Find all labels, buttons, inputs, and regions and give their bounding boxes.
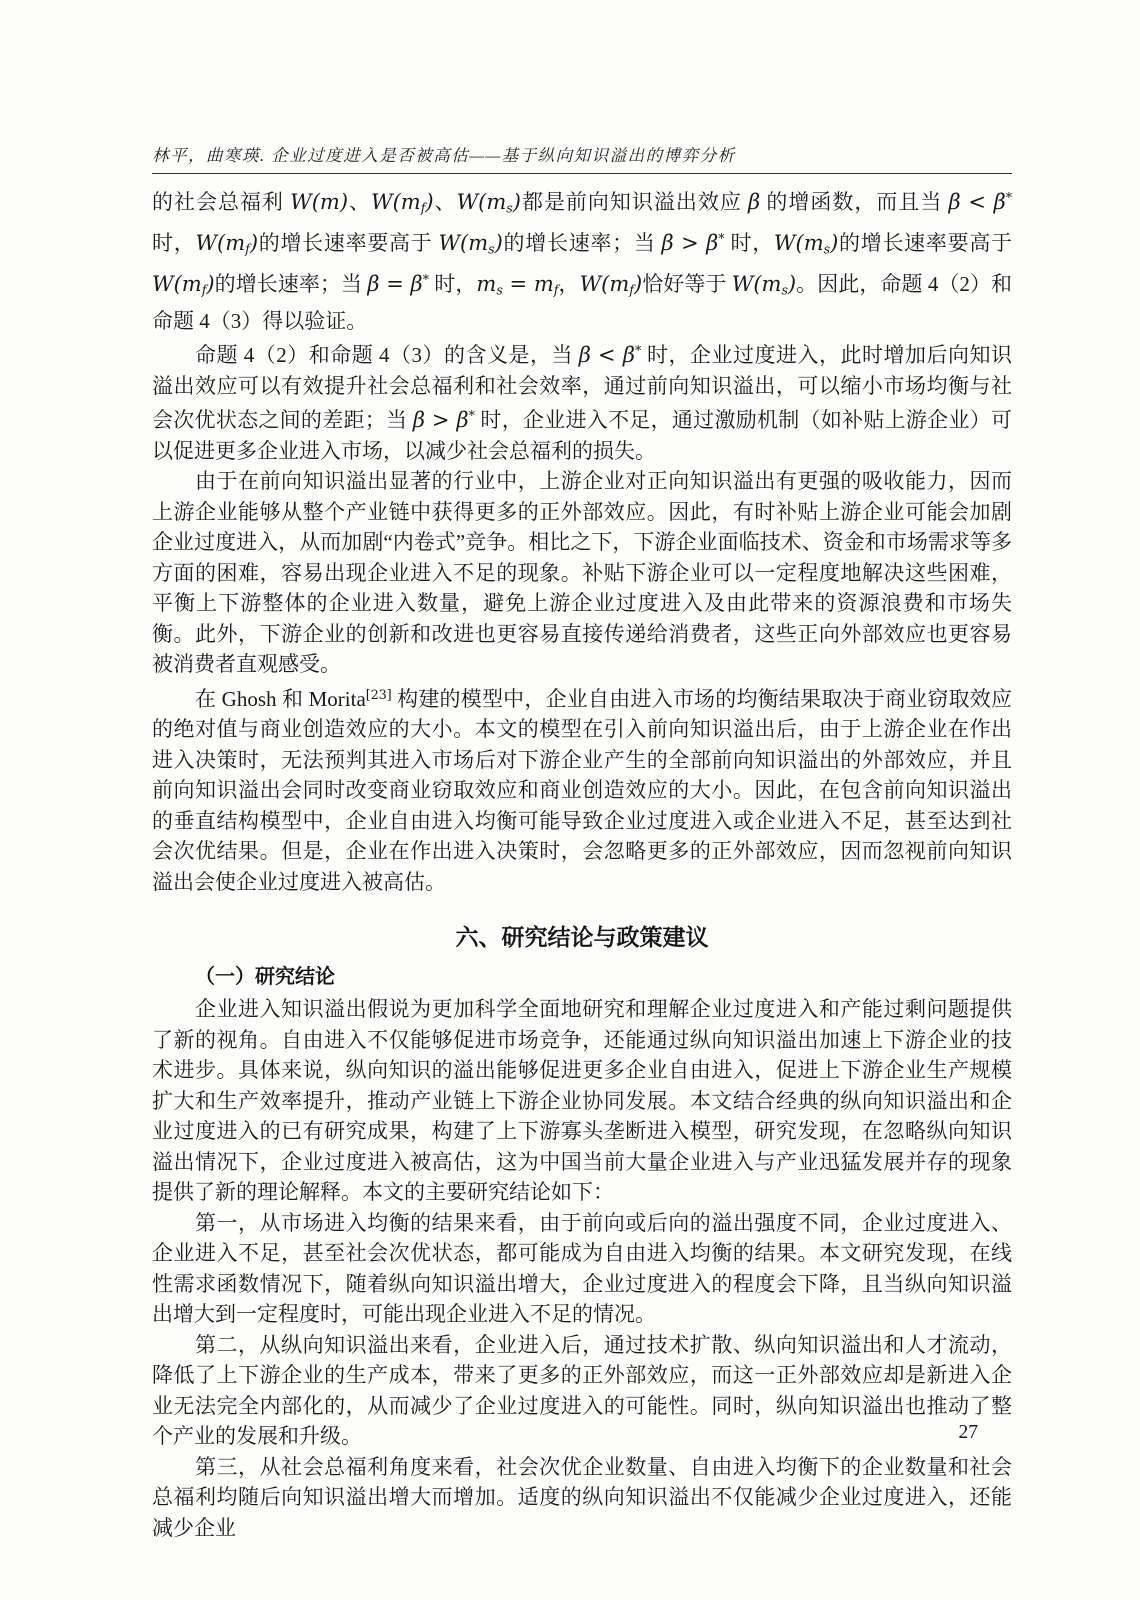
text-run: 时，企业过度进入，此时增加后向知识溢出效应可以有效提升社会总福利和社会效率，通过前向知识溢出，可以缩小市场均衡与社会次优状态之间的差距；当 xyxy=(152,343,1013,433)
math-run: W(m) xyxy=(290,189,349,214)
math-run: W(m xyxy=(773,230,824,255)
math-run: ) xyxy=(512,189,521,214)
math-run: ) xyxy=(494,230,503,255)
math-subscript: s xyxy=(823,241,831,257)
running-head: 林平，曲寒瑛. 企业过度进入是否被高估——基于纵向知识溢出的博弈分析 xyxy=(152,146,736,165)
text-run: （一）研究结论 xyxy=(195,966,335,989)
text-run: 的增长速率；当 xyxy=(502,230,662,255)
text-run: 。因此，命题 4（2）和命题 4（3）得以验证。 xyxy=(152,271,1013,333)
text-run: 命题 4（2）和命题 4（3）的含义是，当 xyxy=(195,343,579,368)
math-subscript: f xyxy=(629,282,634,298)
paragraph xyxy=(152,1208,1012,1330)
text-run: 第一，从市场进入均衡的结果来看，由于前向或后向的溢出强度不同，企业过度进入、企业进入不足，甚至社会次优状态，都可能成为自由进入均衡的结果。本文研究发现，在线性需求函数情况下，随着纵向知识溢出增大，企业过度进入的程度会下降，且当纵向知识溢出增大到一定程度时，可能出现企业进入不足的情况。 xyxy=(152,1210,1012,1327)
math-run: W(m xyxy=(152,271,202,296)
article-body xyxy=(152,183,1012,1543)
math-subscript: f xyxy=(553,282,559,298)
math-run: W(m xyxy=(371,189,421,214)
math-run: β > β xyxy=(412,408,469,433)
math-run: = m xyxy=(502,271,554,296)
text-run: 、 xyxy=(433,189,457,214)
text-run: 时，企业进入不足，通过激励机制（如补贴上游企业）可以促进更多企业进入市场，以减少社会总福利的损失。 xyxy=(152,408,1013,463)
math-run: ) xyxy=(206,271,215,296)
text-run: 时， xyxy=(428,271,477,296)
superscript: * xyxy=(468,408,475,424)
text-run: 企业进入知识溢出假说为更加科学全面地研究和理解企业过度进入和产能过剩问题提供了新的视角。自由进入不仅能够促进市场竞争，还能通过纵向知识溢出加速上下游企业的技术进步。具体来说，纵向知识的溢出能够促进更多企业自由进入，促进上下游企业生产规模扩大和生产效率提升，推动产业链上下游企业协同发展。本文结合经典的纵向知识溢出和企业过度进入的已有研究成果，构建了上下游寡头垄断进入模型，研究发现，在忽略纵向知识溢出情况下，企业过度进入被高估，这为中国当前大量企业进入与产业迅猛发展并存的现象提供了新的理论解释。本文的主要研究结论如下： xyxy=(152,997,1012,1205)
math-run: W(m xyxy=(195,230,246,255)
math-subscript: f xyxy=(201,282,207,298)
text-run: 的增长速率；当 xyxy=(214,271,368,296)
math-subscript: s xyxy=(506,200,513,216)
header-rule xyxy=(152,173,1012,174)
page-header xyxy=(152,142,1012,174)
superscript: [23] xyxy=(365,686,392,702)
math-run: W(m xyxy=(456,189,507,214)
math-run: β = β xyxy=(367,271,423,296)
paragraph xyxy=(152,1330,1012,1452)
math-run: β < β xyxy=(948,189,1006,214)
math-run: ) xyxy=(249,230,259,255)
text-run: 第三，从社会总福利角度来看，社会次优企业数量、自由进入均衡下的企业数量和社会总福利均随后向知识溢出增大而增加。适度的纵向知识溢出不仅能减少企业过度进入，还能减少企业 xyxy=(152,1454,1012,1540)
text-run: 的社会总福利 xyxy=(152,189,291,214)
section-heading xyxy=(152,920,1012,955)
math-subscript: s xyxy=(496,282,503,298)
math-run: m xyxy=(476,271,497,296)
math-run: β xyxy=(748,189,761,214)
superscript: * xyxy=(718,230,725,246)
text-run: ， xyxy=(558,271,580,296)
math-run: W(m xyxy=(731,271,782,296)
text-run: 的增长速率要高于 xyxy=(838,230,1013,255)
text-run: 第二，从纵向知识溢出来看，企业进入后，通过技术扩散、纵向知识溢出和人才流动，降低了上下游企业的生产成本，带来了更多的正外部效应，而这一正外部效应却是新进入企业无法完全内部化的，从而减少了企业过度进入的可能性。同时，纵向知识溢出也推动了整个产业的发展和升级。 xyxy=(152,1332,1012,1449)
math-subscript: s xyxy=(488,241,495,257)
text-run: 、 xyxy=(348,189,372,214)
math-run: β < β xyxy=(578,343,635,368)
text-run: 恰好等于 xyxy=(642,271,732,296)
paragraph xyxy=(152,336,1012,466)
text-run: 六、研究结论与政策建议 xyxy=(455,925,709,951)
text-run: 构建的模型中，企业自由进入市场的均衡结果取决于商业窃取效应的绝对值与商业创造效应的大小。本文的模型在引入前向知识溢出后，由于上游企业在作出进入决策时，无法预判其进入市场后对下游企业产生的全部前向知识溢出的外部效应，并且前向知识溢出会同时改变商业窃取效应和商业创造效应的大小。因此，在包含前向知识溢出的垂直结构模型中，企业自由进入均衡可能导致企业过度进入或企业进入不足，甚至达到社会次优结果。但是，企业在作出进入决策时，会忽略更多的正外部效应，因而忽视前向知识溢出会使企业过度进入被高估。 xyxy=(152,686,1012,894)
text-run: 时， xyxy=(152,230,196,255)
math-run: ) xyxy=(425,189,434,214)
math-run: W(m xyxy=(579,271,630,296)
subsection-heading xyxy=(152,962,1012,992)
text-run: 由于在前向知识溢出显著的行业中，上游企业对正向知识溢出有更强的吸收能力，因而上游企业能够从整个产业链中获得更多的正外部效应。因此，有时补贴上游企业可能会加剧企业过度进入，从而加剧“内卷式”竞争。相比之下，下游企业面临技术、资金和市场需求等多方面的困难，容易出现企业进入不足的现象。补贴下游企业可以一定程度地解决这些困难，平衡上下游整体的企业进入数量，避免上游企业过度进入及由此带来的资源浪费和市场失衡。此外，下游企业的创新和改进也更容易直接传递给消费者，这些正向外部效应也更容易被消费者直观感受。 xyxy=(152,469,1012,677)
math-subscript: s xyxy=(781,282,788,298)
math-run: ) xyxy=(787,271,797,296)
math-run: ) xyxy=(830,230,839,255)
math-run: ) xyxy=(633,271,643,296)
text-run: 在 Ghosh 和 Morita xyxy=(195,686,366,711)
math-run: β > β xyxy=(661,230,719,255)
text-run: 的增函数，而且当 xyxy=(760,189,949,214)
superscript: * xyxy=(1005,190,1013,205)
superscript: * xyxy=(422,271,429,287)
paragraph xyxy=(152,1452,1012,1544)
text-run: 时， xyxy=(724,230,774,255)
text-run: 的增长速率要高于 xyxy=(258,230,439,255)
math-run: W(m xyxy=(438,230,489,255)
text-run: 都是前向知识溢出效应 xyxy=(520,189,749,214)
paragraph xyxy=(152,466,1012,680)
superscript: * xyxy=(634,343,642,359)
paragraph xyxy=(152,183,1012,336)
math-subscript: f xyxy=(245,241,250,257)
math-subscript: f xyxy=(420,200,426,216)
paragraph xyxy=(152,680,1012,897)
paragraph xyxy=(152,994,1012,1208)
page-number: 27 xyxy=(958,1422,978,1443)
